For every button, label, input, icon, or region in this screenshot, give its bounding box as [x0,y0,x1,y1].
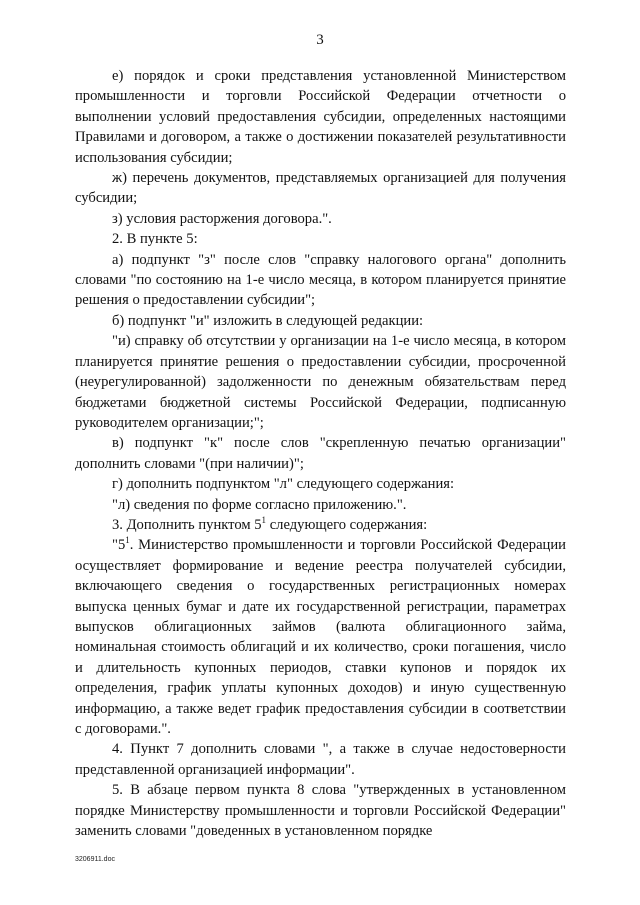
paragraph-5-1-text: . Министерство промышленности и торговли Российской Федерации осуществляет формирование и ведение реестра получателей субсидии, включающего сведения о государственных регистрационных номерах выпуска ценных бумаг и дате их государственной регистрации, параметрах выпусков облигационных займов (валюта облигационного займа, номинальная стоимость облигаций и их количество, сроки погашения, число и длительность купонных периодов, ставки купонов и порядок их определения, график уплаты купонных доходов) и иную существенную информацию, а также ведет график предоставления субсидии в соответствии с договорами.". [75,537,566,737]
paragraph-item-2: 2. В пункте 5: [112,231,198,248]
paragraph-item-3 [75,515,566,535]
paragraph-item-5: 5. В абзаце первом пункта 8 слова "утвержденных в установленном порядке Министерству промышленности и торговли Российской Федерации" заменить словами "доведенных в установленном порядке [75,782,566,840]
paragraph-5-1-quote [75,535,566,739]
paragraph-item-3-text: 3. Дополнить пунктом 5 [112,516,262,533]
paragraph-b: б) подпункт "и" изложить в следующей редакции: [112,312,424,329]
paragraph-5-1-start: "5 [112,537,126,554]
paragraph-v: в) подпункт "к" после слов "скрепленную печатью организации" дополнить словами "(при наличии)"; [75,435,566,472]
page-number: 3 [316,32,324,48]
footer-filename: 3206911.doc [75,856,115,863]
paragraph-e: е) порядок и сроки представления установленной Министерством промышленности и торговли Российской Федерации отчетности о выполнении условий предоставления субсидии, определенных настоящими Правилами и договором, а также о достижении показателей результативности использования субсидии; [75,68,566,166]
paragraph-a: а) подпункт "з" после слов "справку налогового органа" дополнить словами "по состоянию на 1-е число месяца, в котором планируется принятие решения о предоставлении субсидии"; [75,251,566,309]
paragraph-zh: ж) перечень документов, представляемых организацией для получения субсидии; [75,170,566,207]
paragraph-item-3-tail: следующего содержания: [266,516,428,533]
document-body [75,66,566,841]
paragraph-g: г) дополнить подпунктом "л" следующего содержания: [112,476,455,493]
paragraph-item-4: 4. Пункт 7 дополнить словами ", а также в случае недостоверности представленной организацией информации". [75,741,566,778]
superscript-1: 1 [125,535,130,546]
paragraph-i-quote: "и) справку об отсутствии у организации на 1-е число месяца, в котором планируется принятие решения о предоставлении субсидии, просроченной (неурегулированной) задолженности по денежным обязательствам перед бюджетами бюджетной системы Российской Федерации, подписанную руководителем организации;"; [75,333,566,431]
paragraph-l-quote: "л) сведения по форме согласно приложению.". [112,496,407,513]
superscript-1: 1 [261,514,267,525]
paragraph-z: з) условия расторжения договора.". [112,210,332,227]
